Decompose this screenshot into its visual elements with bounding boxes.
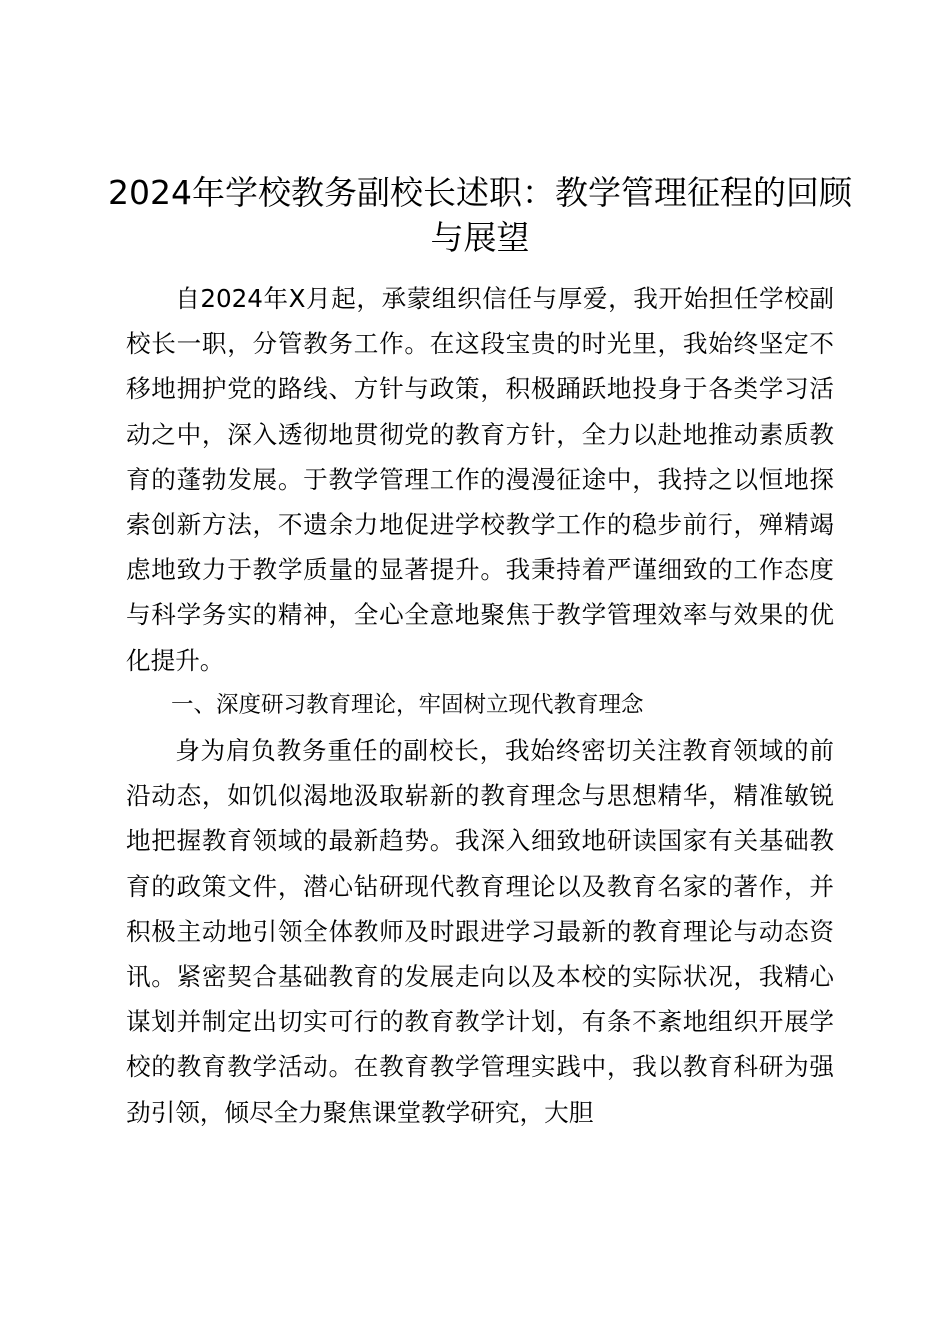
document-title: 2024年学校教务副校长述职：教学管理征程的回顾与展望 [108,173,852,257]
paragraph-intro: 自2024年X月起，承蒙组织信任与厚爱，我开始担任学校副校长一职，分管教务工作。在这段宝贵的时光里，我始终坚定不移地拥护党的路线、方针与政策，积极踊跃地投身于各类学习活动之中，深入透彻地贯彻党的教育方针，全力以赴地推动素质教育的蓬勃发展。于教学管理工作的漫漫征途中，我持之以恒地探索创新方法，不遗余力地促进学校教学工作的稳步前行，殚精竭虑地致力于教学质量的显著提升。我秉持着严谨细致的工作态度与科学务实的精神，全心全意地聚焦于教学管理效率与效果的优化提升。 [126,284,834,675]
paragraph-section-1: 身为肩负教务重任的副校长，我始终密切关注教育领域的前沿动态，如饥似渴地汲取崭新的教育理念与思想精华，精准敏锐地把握教育领域的最新趋势。我深入细致地研读国家有关基础教育的政策文件，潜心钻研现代教育理论以及教育名家的著作，并积极主动地引领全体教师及时跟进学习最新的教育理论与动态资讯。紧密契合基础教育的发展走向以及本校的实际状况，我精心谋划并制定出切实可行的教育教学计划，有条不紊地组织开展学校的教育教学活动。在教育教学管理实践中，我以教育科研为强劲引领，倾尽全力聚焦课堂教学研究，大胆 [126,736,834,1127]
document-body [126,276,834,1135]
section-heading-1: 一、深度研习教育理论，牢固树立现代教育理念 [171,691,644,718]
